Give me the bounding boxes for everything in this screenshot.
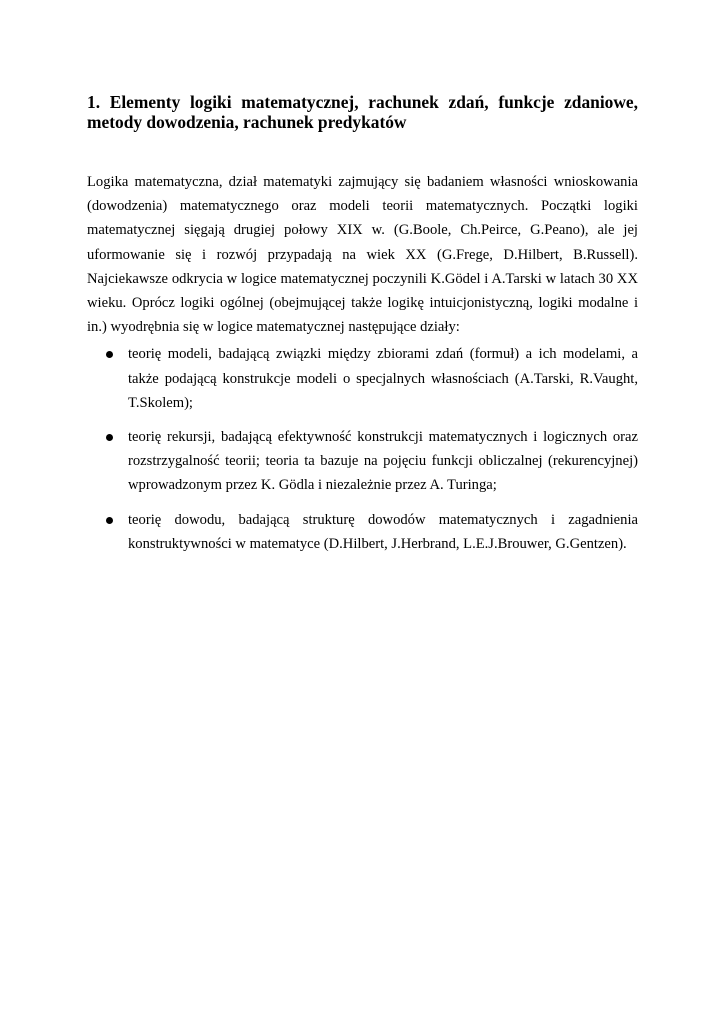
intro-paragraph: Logika matematyczna, dział matematyki zajmujący się badaniem własności wnioskowania (dowodzenia) matematycznego oraz modeli teorii matematycznych. Początki logiki matematycznej sięgają drugiej połowy XIX w. (G.Boole, Ch.Peirce, G.Peano), ale jej uformowanie się i rozwój przypadają na wiek XX (G.Frege, D.Hilbert, B.Russell). Najciekawsze odkrycia w logice matematycznej poczynili K.Gödel i A.Tarski w latach 30 XX wieku. Oprócz logiki ogólnej (obejmującej także logikę intuicjonistyczną, logiki modalne i in.) wyodrębnia się w logice matematycznej następujące działy: (87, 174, 638, 336)
bullet-icon (106, 434, 113, 441)
bullet-list (87, 342, 638, 556)
section-heading: 1. Elementy logiki matematycznej, rachunek zdań, funkcje zdaniowe, metody dowodzenia, rachunek predykatów (87, 92, 638, 132)
bullet-icon (106, 517, 113, 524)
list-item (87, 425, 638, 498)
bullet-icon (106, 351, 113, 358)
list-item (87, 342, 638, 415)
list-item-text: teorię modeli, badającą związki między zbiorami zdań (formuł) a ich modelami, a także podającą konstrukcje modeli o specjalnych własnościach (A.Tarski, R.Vaught, T.Skolem); (128, 346, 638, 411)
list-item-text: teorię rekursji, badającą efektywność konstrukcji matematycznych i logicznych oraz rozstrzygalność teorii; teoria ta bazuje na pojęciu funkcji obliczalnej (rekurencyjnej) wprowadzonym przez K. Gödla i niezależnie przez A. Turinga; (128, 429, 638, 494)
document-page (87, 92, 638, 566)
list-item (87, 508, 638, 556)
list-item-text: teorię dowodu, badającą strukturę dowodów matematycznych i zagadnienia konstruktywności w matematyce (D.Hilbert, J.Herbrand, L.E.J.Brouwer, G.Gentzen). (128, 511, 638, 552)
